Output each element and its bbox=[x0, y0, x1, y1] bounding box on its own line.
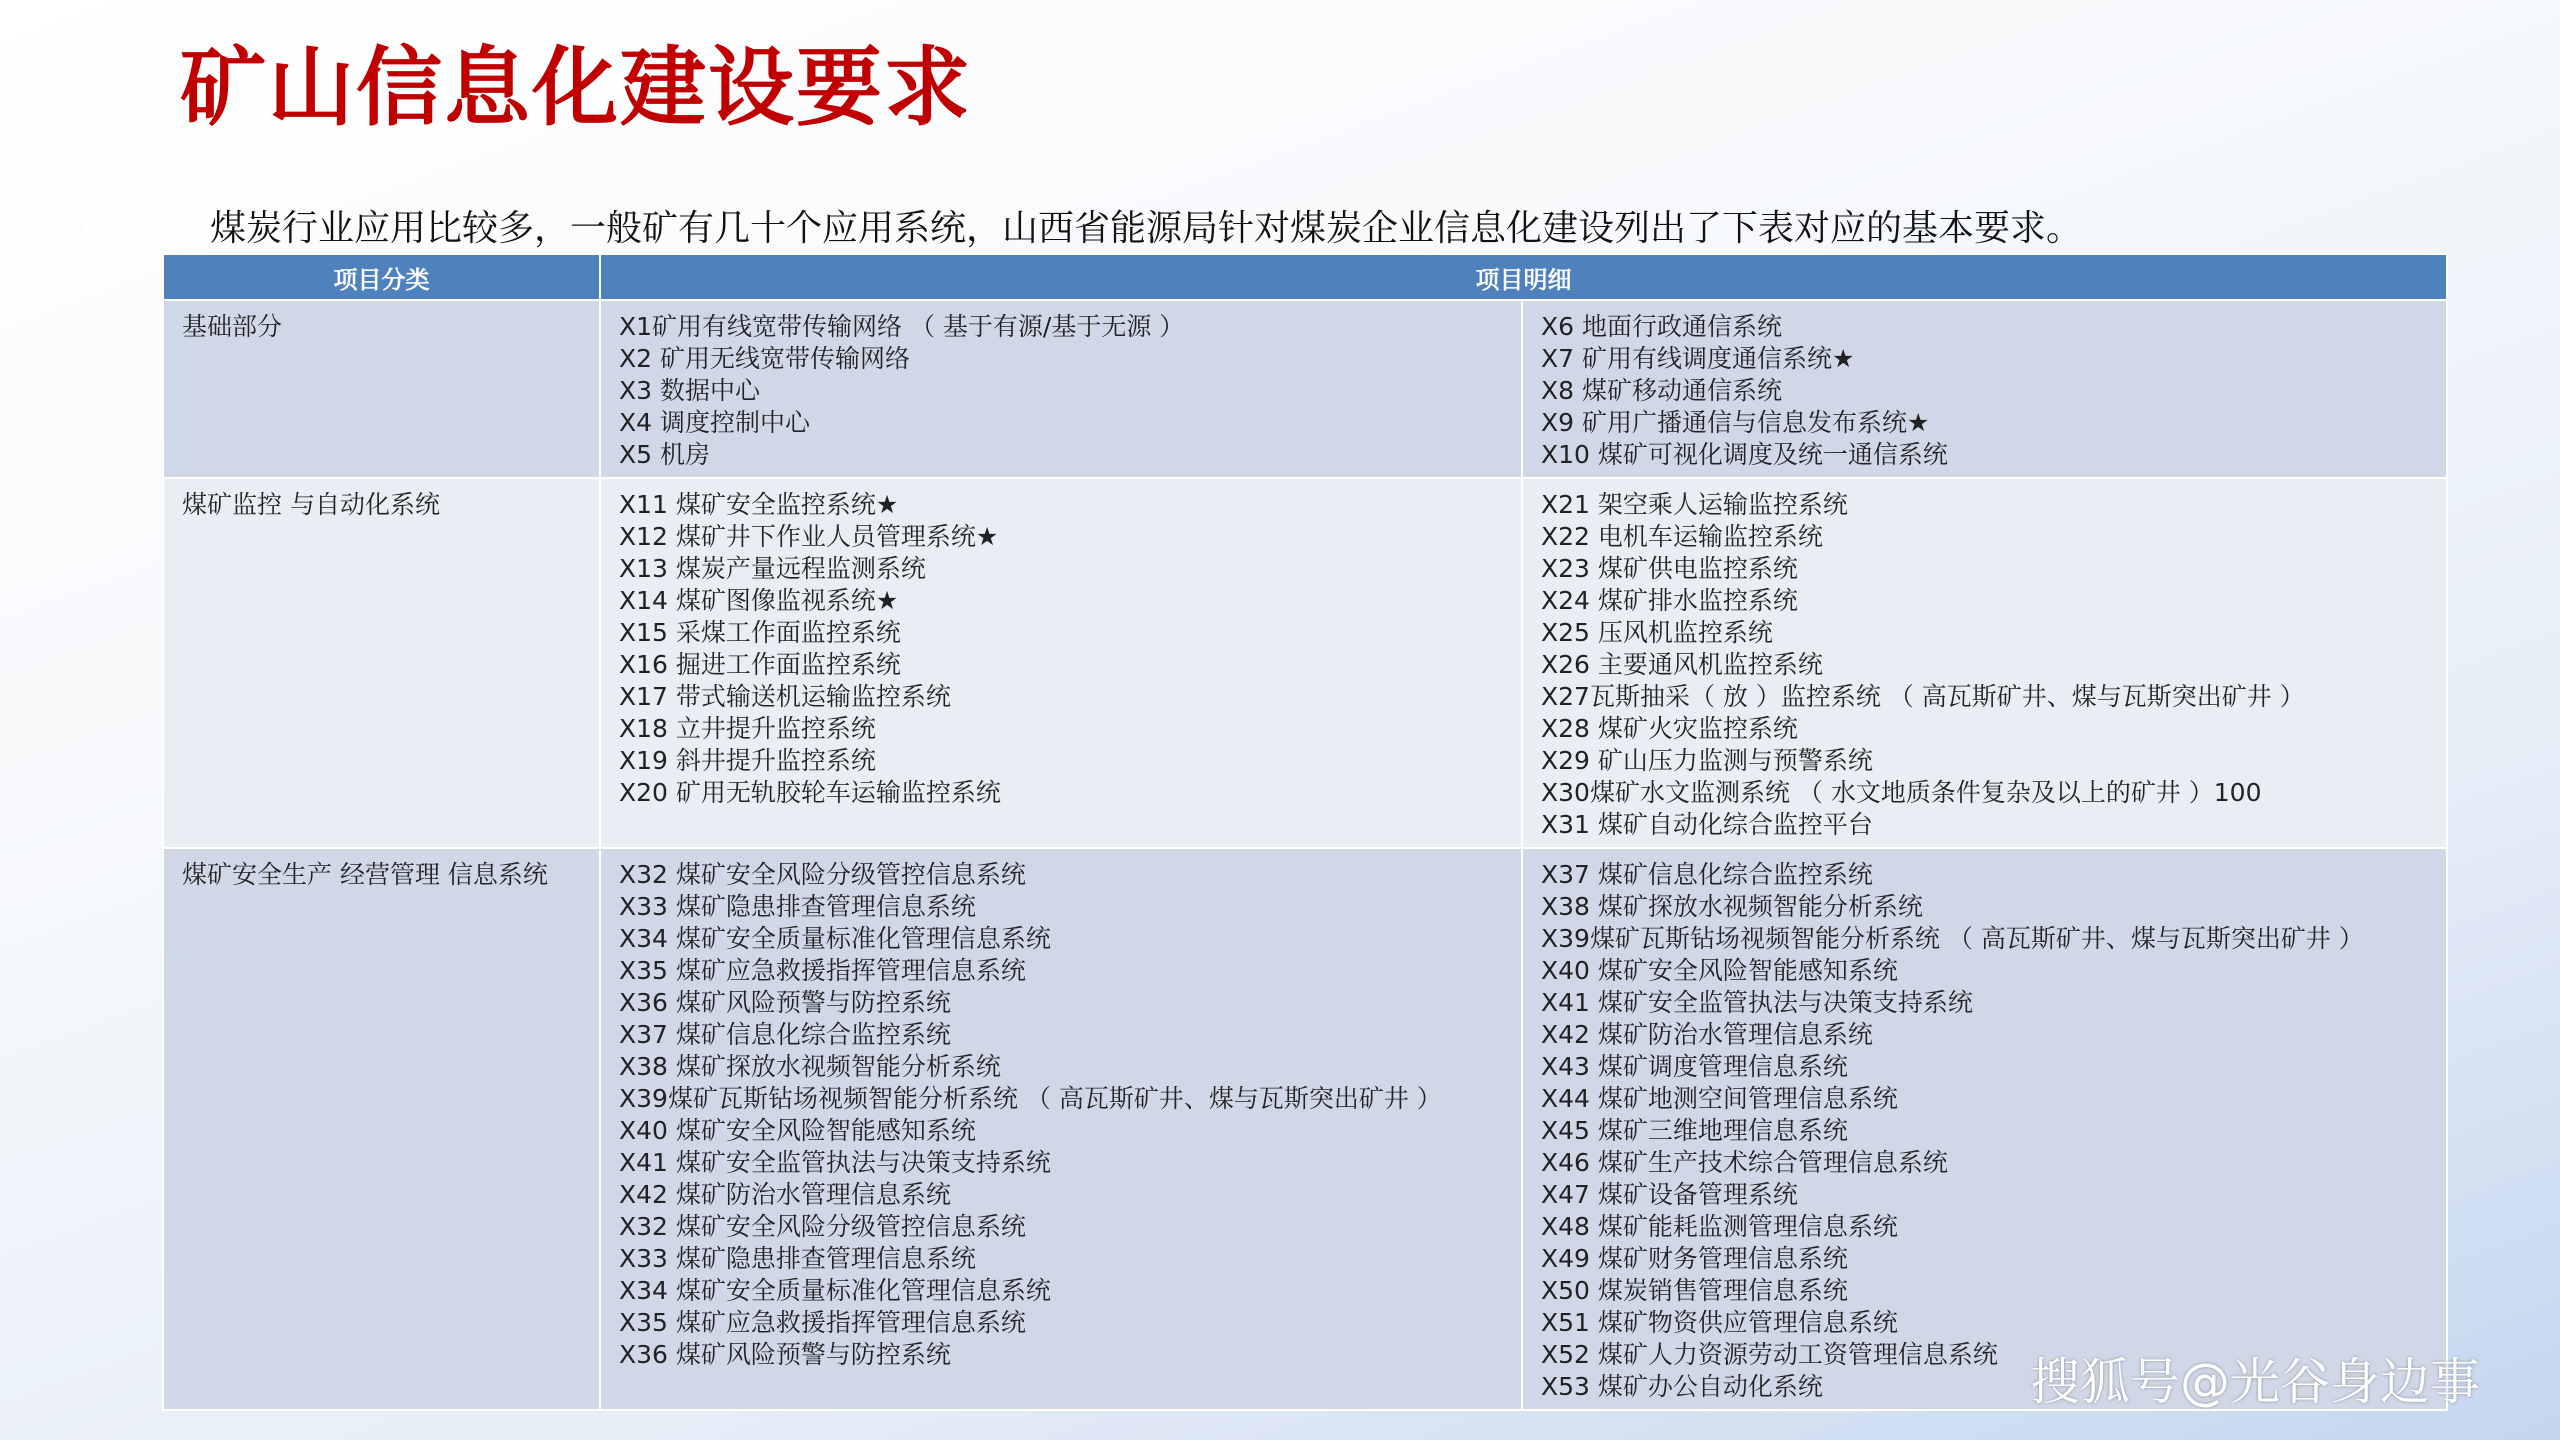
requirements-table bbox=[162, 253, 2448, 1411]
list-item: X6 地面行政通信系统 bbox=[1541, 312, 1782, 341]
table-header-row bbox=[163, 254, 2447, 300]
bullet-number: 1. bbox=[75, 209, 108, 249]
list-item: X28 煤矿火灾监控系统 bbox=[1541, 714, 1798, 743]
list-item: X35 煤矿应急救援指挥管理信息系统 bbox=[619, 1308, 1026, 1337]
list-item: X43 煤矿调度管理信息系统 bbox=[1541, 1052, 1848, 1081]
list-item: X9 矿用广播通信与信息发布系统★ bbox=[1541, 408, 1930, 437]
details-cell bbox=[1522, 848, 2447, 1410]
details-cell bbox=[1522, 300, 2447, 478]
list-item: X37 煤矿信息化综合监控系统 bbox=[1541, 860, 1873, 889]
list-item: X50 煤炭销售管理信息系统 bbox=[1541, 1276, 1848, 1305]
list-item: X2 矿用无线宽带传输网络 bbox=[619, 344, 910, 373]
list-item: X10 煤矿可视化调度及统一通信系统 bbox=[1541, 440, 1948, 469]
list-item: X44 煤矿地测空间管理信息系统 bbox=[1541, 1084, 1898, 1113]
list-item: X32 煤矿安全风险分级管控信息系统 bbox=[619, 860, 1026, 889]
list-item: X24 煤矿排水监控系统 bbox=[1541, 586, 1798, 615]
list-item: X51 煤矿物资供应管理信息系统 bbox=[1541, 1308, 1898, 1337]
list-item: X39煤矿瓦斯钻场视频智能分析系统 （ 高瓦斯矿井、煤与瓦斯突出矿井 ） bbox=[619, 1084, 1442, 1113]
list-item: X37 煤矿信息化综合监控系统 bbox=[619, 1020, 951, 1049]
list-item: X34 煤矿安全质量标准化管理信息系统 bbox=[619, 1276, 1051, 1305]
list-item: X7 矿用有线调度通信系统★ bbox=[1541, 344, 1855, 373]
list-item: X45 煤矿三维地理信息系统 bbox=[1541, 1116, 1848, 1145]
list-item: X8 煤矿移动通信系统 bbox=[1541, 376, 1782, 405]
list-item: X30煤矿水文监测系统 （ 水文地质条件复杂及以上的矿井 ）100 bbox=[1541, 778, 2262, 807]
header-details: 项目明细 bbox=[600, 254, 2447, 300]
list-item: X5 机房 bbox=[619, 440, 710, 469]
details-cell bbox=[600, 848, 1522, 1410]
list-item: X12 煤矿井下作业人员管理系统★ bbox=[619, 522, 999, 551]
list-item: X41 煤矿安全监管执法与决策支持系统 bbox=[1541, 988, 1973, 1017]
list-item: X11 煤矿安全监控系统★ bbox=[619, 490, 899, 519]
details-cell bbox=[1522, 478, 2447, 848]
list-item: X26 主要通风机监控系统 bbox=[1541, 650, 1823, 679]
list-item: X36 煤矿风险预警与防控系统 bbox=[619, 1340, 951, 1369]
list-item: X15 采煤工作面监控系统 bbox=[619, 618, 901, 647]
list-item: X42 煤矿防治水管理信息系统 bbox=[619, 1180, 951, 1209]
category-cell: 煤矿安全生产 经营管理 信息系统 bbox=[163, 848, 600, 1410]
list-item: X23 煤矿供电监控系统 bbox=[1541, 554, 1798, 583]
list-item: X52 煤矿人力资源劳动工资管理信息系统 bbox=[1541, 1340, 1998, 1369]
table-row bbox=[163, 478, 2447, 848]
list-item: X33 煤矿隐患排查管理信息系统 bbox=[619, 892, 976, 921]
list-item: X4 调度控制中心 bbox=[619, 408, 810, 437]
list-item: X49 煤矿财务管理信息系统 bbox=[1541, 1244, 1848, 1273]
list-item: X19 斜井提升监控系统 bbox=[619, 746, 876, 775]
list-item: X17 带式输送机运输监控系统 bbox=[619, 682, 951, 711]
list-item: X46 煤矿生产技术综合管理信息系统 bbox=[1541, 1148, 1948, 1177]
category-cell: 基础部分 bbox=[163, 300, 600, 478]
list-item: X21 架空乘人运输监控系统 bbox=[1541, 490, 1848, 519]
list-item: X14 煤矿图像监视系统★ bbox=[619, 586, 899, 615]
list-item: X38 煤矿探放水视频智能分析系统 bbox=[619, 1052, 1001, 1081]
list-item: X13 煤炭产量远程监测系统 bbox=[619, 554, 926, 583]
list-item: X29 矿山压力监测与预警系统 bbox=[1541, 746, 1873, 775]
list-item: X33 煤矿隐患排查管理信息系统 bbox=[619, 1244, 976, 1273]
list-item: X25 压风机监控系统 bbox=[1541, 618, 1773, 647]
details-cell bbox=[600, 478, 1522, 848]
list-item: X18 立井提升监控系统 bbox=[619, 714, 876, 743]
list-item: X3 数据中心 bbox=[619, 376, 760, 405]
list-item: X27瓦斯抽采（ 放 ）监控系统 （ 高瓦斯矿井、煤与瓦斯突出矿井 ） bbox=[1541, 682, 2305, 711]
table-row bbox=[163, 848, 2447, 1410]
list-item: X38 煤矿探放水视频智能分析系统 bbox=[1541, 892, 1923, 921]
list-item: X31 煤矿自动化综合监控平台 bbox=[1541, 810, 1873, 839]
list-item: X35 煤矿应急救援指挥管理信息系统 bbox=[619, 956, 1026, 985]
list-item: X20 矿用无轨胶轮车运输监控系统 bbox=[619, 778, 1001, 807]
list-item: X16 掘进工作面监控系统 bbox=[619, 650, 901, 679]
list-item: X53 煤矿办公自动化系统 bbox=[1541, 1372, 1823, 1401]
list-item: X41 煤矿安全监管执法与决策支持系统 bbox=[619, 1148, 1051, 1177]
intro-text: 煤炭行业应用比较多，一般矿有几十个应用系统，山西省能源局针对煤炭企业信息化建设列出了下表对应的基本要求。 bbox=[210, 208, 2083, 249]
list-item: X36 煤矿风险预警与防控系统 bbox=[619, 988, 951, 1017]
list-item: X32 煤矿安全风险分级管控信息系统 bbox=[619, 1212, 1026, 1241]
list-item: X40 煤矿安全风险智能感知系统 bbox=[1541, 956, 1898, 985]
header-category: 项目分类 bbox=[163, 254, 600, 300]
list-item: X47 煤矿设备管理系统 bbox=[1541, 1180, 1798, 1209]
list-item: X1矿用有线宽带传输网络 （ 基于有源/基于无源 ） bbox=[619, 312, 1185, 341]
details-cell bbox=[600, 300, 1522, 478]
list-item: X22 电机车运输监控系统 bbox=[1541, 522, 1823, 551]
table-row bbox=[163, 300, 2447, 478]
watermark: 搜狐号@光谷身边事 bbox=[2030, 1353, 2480, 1411]
list-item: X34 煤矿安全质量标准化管理信息系统 bbox=[619, 924, 1051, 953]
category-cell: 煤矿监控 与自动化系统 bbox=[163, 478, 600, 848]
list-item: X48 煤矿能耗监测管理信息系统 bbox=[1541, 1212, 1898, 1241]
list-item: X39煤矿瓦斯钻场视频智能分析系统 （ 高瓦斯矿井、煤与瓦斯突出矿井 ） bbox=[1541, 924, 2364, 953]
list-item: X40 煤矿安全风险智能感知系统 bbox=[619, 1116, 976, 1145]
list-item: X42 煤矿防治水管理信息系统 bbox=[1541, 1020, 1873, 1049]
page-title: 矿山信息化建设要求 bbox=[180, 38, 972, 138]
